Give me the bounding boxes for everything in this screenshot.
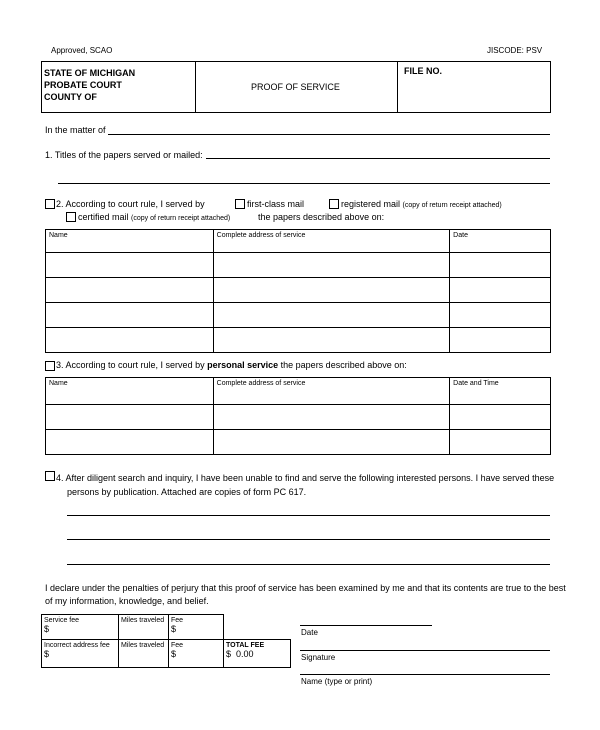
date-cell[interactable] <box>450 303 551 328</box>
publication-line-2[interactable] <box>67 539 550 540</box>
fee-cell-2[interactable] <box>169 640 224 668</box>
fee-label-1: Fee <box>171 617 184 624</box>
item1-label: 1. Titles of the papers served or mailed: <box>45 150 203 160</box>
declaration-line1: I declare under the penalties of perjury that this proof of service has been examined by me and that its contents are true to the best <box>45 583 566 593</box>
date-time-cell[interactable] <box>450 405 551 430</box>
item4-line1: 4. After diligent search and inquiry, I have been unable to find and serve the following interested persons. I have served these <box>56 473 555 483</box>
name-cell[interactable] <box>46 405 214 430</box>
name-cell[interactable] <box>46 328 214 353</box>
signature-label: Signature <box>301 653 336 662</box>
incorrect-address-fee-dollar: $ <box>44 649 50 659</box>
name-input-line[interactable] <box>300 674 550 675</box>
address-cell[interactable] <box>213 328 450 353</box>
first-class-checkbox[interactable] <box>235 199 245 209</box>
address-cell[interactable] <box>213 405 450 430</box>
table-row <box>46 405 551 430</box>
total-fee-value: 0.00 <box>236 649 254 659</box>
miles-traveled-label-1: Miles traveled <box>121 617 165 624</box>
item4-checkbox[interactable] <box>45 471 55 481</box>
item3-checkbox[interactable] <box>45 361 55 371</box>
table-row <box>46 430 551 455</box>
miles-traveled-label-2: Miles traveled <box>121 642 165 649</box>
miles-traveled-cell-2[interactable] <box>119 640 169 668</box>
column-header-address: Complete address of service <box>213 230 450 253</box>
matter-label: In the matter of <box>45 125 106 135</box>
miles-traveled-cell-1[interactable] <box>119 615 169 640</box>
date-cell[interactable] <box>450 328 551 353</box>
fee-table <box>41 614 291 668</box>
jiscode-label: JISCODE: PSV <box>487 46 543 55</box>
declaration <box>45 582 566 608</box>
fee-empty-cell <box>224 615 291 640</box>
file-no-label: FILE NO. <box>404 66 442 76</box>
address-cell[interactable] <box>213 278 450 303</box>
fee-dollar-2: $ <box>171 649 177 659</box>
court-county: COUNTY OF <box>44 92 97 102</box>
table-row <box>46 328 551 353</box>
publication-line-1[interactable] <box>67 515 550 516</box>
item2-table <box>45 229 551 353</box>
fee-row-1 <box>42 615 291 640</box>
registered-group <box>341 199 502 209</box>
incorrect-address-fee-label: Incorrect address fee <box>44 642 110 649</box>
date-cell[interactable] <box>450 253 551 278</box>
court-block <box>44 67 135 103</box>
certified-group <box>78 212 230 222</box>
item3-text <box>56 360 407 370</box>
registered-note: (copy of return receipt attached) <box>402 202 502 209</box>
item3-text-a: 3. According to court rule, I served by <box>56 360 205 370</box>
certified-note: (copy of return receipt attached) <box>131 215 231 222</box>
table-row <box>46 303 551 328</box>
fee-row-2 <box>42 640 291 668</box>
first-class-label: first-class mail <box>247 199 305 209</box>
matter-input-line[interactable] <box>108 134 550 135</box>
header-divider-2 <box>397 61 398 113</box>
table-row <box>46 253 551 278</box>
court-probate: PROBATE COURT <box>44 80 122 90</box>
date-time-cell[interactable] <box>450 430 551 455</box>
column-header-address: Complete address of service <box>213 378 450 405</box>
titles-input-line-2[interactable] <box>58 183 550 184</box>
total-fee-dollar: $ <box>226 649 232 659</box>
item4-line2: persons by publication. Attached are copies of form PC 617. <box>67 487 307 497</box>
service-fee-cell[interactable] <box>42 615 119 640</box>
date-input-line[interactable] <box>300 625 432 626</box>
column-header-name: Name <box>46 230 214 253</box>
name-cell[interactable] <box>46 303 214 328</box>
service-fee-dollar: $ <box>44 624 50 634</box>
item3-text-b: the papers described above on: <box>280 360 407 370</box>
item2-checkbox[interactable] <box>45 199 55 209</box>
fee-dollar-1: $ <box>171 624 177 634</box>
form-title: PROOF OF SERVICE <box>251 82 340 92</box>
approved-label: Approved, SCAO <box>51 46 113 55</box>
court-state: STATE OF MICHIGAN <box>44 68 136 78</box>
name-cell[interactable] <box>46 278 214 303</box>
service-fee-label: Service fee <box>44 617 80 624</box>
column-header-date-time: Date and Time <box>450 378 551 405</box>
item2-text-a: 2. According to court rule, I served by <box>56 199 205 209</box>
fee-label-2: Fee <box>171 642 184 649</box>
incorrect-address-fee-cell[interactable] <box>42 640 119 668</box>
table-header-row <box>46 378 551 405</box>
date-label: Date <box>301 628 318 637</box>
registered-label: registered mail <box>341 199 401 209</box>
item3-table <box>45 377 551 455</box>
address-cell[interactable] <box>213 303 450 328</box>
column-header-name: Name <box>46 378 214 405</box>
registered-checkbox[interactable] <box>329 199 339 209</box>
column-header-date: Date <box>450 230 551 253</box>
date-cell[interactable] <box>450 278 551 303</box>
signature-input-line[interactable] <box>300 650 550 651</box>
total-fee-cell[interactable] <box>224 640 291 668</box>
item2-text-b: the papers described above on: <box>258 212 385 222</box>
header-divider-1 <box>195 61 196 113</box>
declaration-line2: of my information, knowledge, and belief. <box>45 596 209 606</box>
item3-bold: personal service <box>207 360 279 370</box>
table-row <box>46 278 551 303</box>
name-label: Name (type or print) <box>301 677 373 686</box>
certified-checkbox[interactable] <box>66 212 76 222</box>
address-cell[interactable] <box>213 253 450 278</box>
publication-line-3[interactable] <box>67 564 550 565</box>
titles-input-line-1[interactable] <box>206 158 550 159</box>
total-fee-amount <box>226 649 288 659</box>
item4-text <box>56 471 555 499</box>
address-cell[interactable] <box>213 430 450 455</box>
table-header-row <box>46 230 551 253</box>
name-cell[interactable] <box>46 430 214 455</box>
fee-cell-1[interactable] <box>169 615 224 640</box>
total-fee-label: TOTAL FEE <box>226 642 265 649</box>
certified-label: certified mail <box>78 212 129 222</box>
name-cell[interactable] <box>46 253 214 278</box>
